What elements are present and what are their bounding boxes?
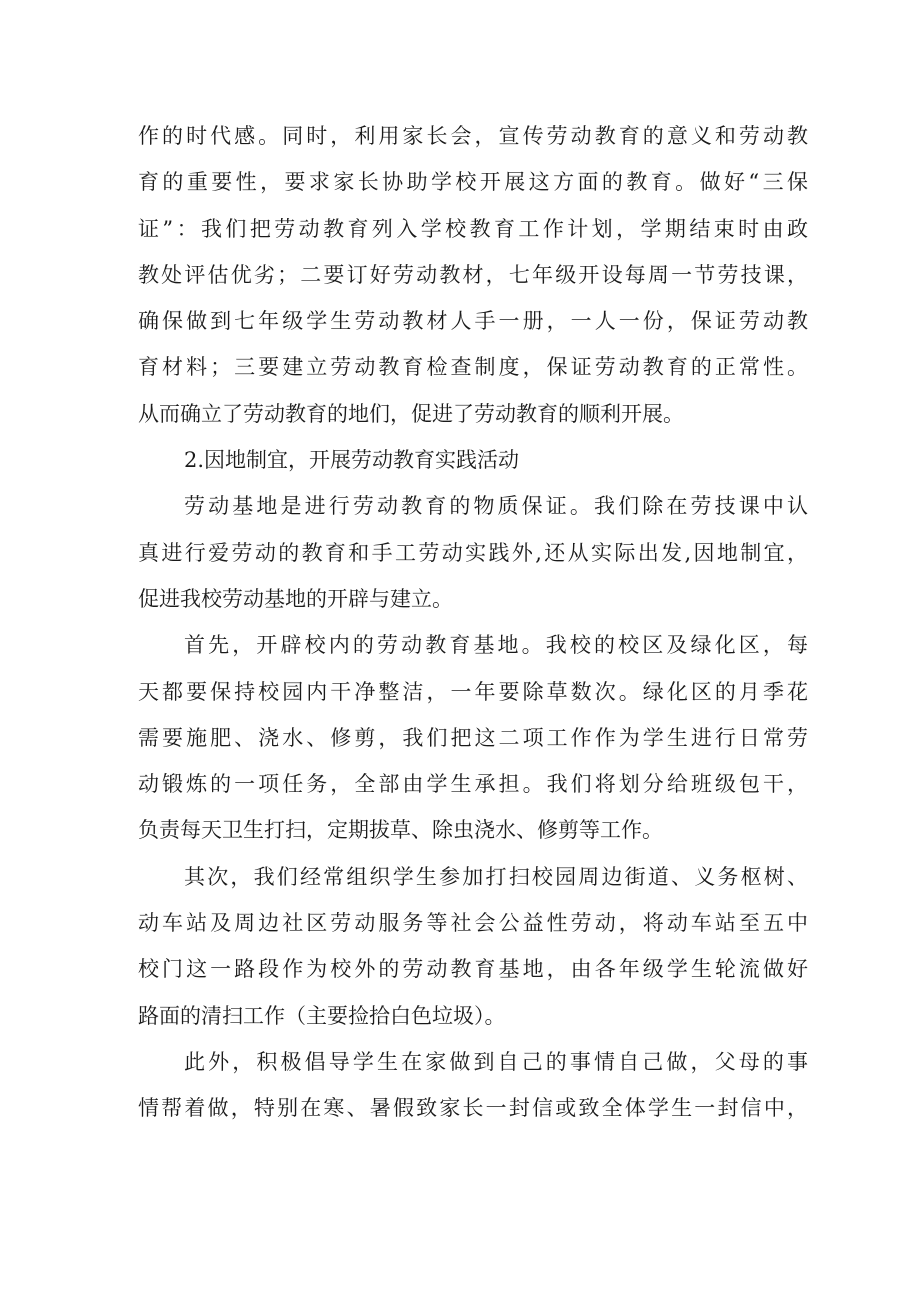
text-line: 教处评估优劣；二要订好劳动教材，七年级开设每周一节劳技课， [138, 262, 808, 287]
text-line: 从而确立了劳动教育的地们，促进了劳动教育的顺利开展。 [138, 401, 684, 426]
text-line: 劳动基地是进行劳动教育的物质保证。我们除在劳技课中认 [184, 494, 808, 519]
text-line: 动锻炼的一项任务，全部由学生承担。我们将划分给班级包干， [138, 772, 808, 797]
text-line: 此外，积极倡导学生在家做到自己的事情自己做，父母的事 [184, 1049, 808, 1074]
text-line: 校门这一路段作为校外的劳动教育基地，由各年级学生轮流做好 [138, 957, 808, 982]
text-line: 证”：我们把劳动教育列入学校教育工作计划，学期结束时由政 [138, 216, 808, 241]
text-line: 真进行爱劳动的教育和手工劳动实践外,还从实际出发,因地制宜， [138, 540, 808, 565]
text-line: 其次，我们经常组织学生参加打扫校园周边街道、义务枢树、 [184, 864, 808, 889]
text-line: 促进我校劳动基地的开辟与建立。 [138, 586, 453, 611]
text-line: 情帮着做，特别在寒、暑假致家长一封信或致全体学生一封信中， [138, 1096, 808, 1121]
text-line: 需要施肥、浇水、修剪，我们把这二项工作作为学生进行日常劳 [138, 725, 808, 750]
text-line: 作的时代感。同时，利用家长会，宣传劳动教育的意义和劳动教 [138, 124, 808, 148]
section-heading: 2.因地制宜，开展劳动教育实践活动 [184, 448, 520, 473]
text-line: 负责每天卫生打扫，定期拔草、除虫浇水、修剪等工作。 [138, 818, 663, 843]
text-line: 天都要保持校园内干净整洁，一年要除草数次。绿化区的月季花 [138, 679, 808, 704]
text-line: 动车站及周边社区劳动服务等社会公益性劳动，将动车站至五中 [138, 911, 808, 936]
text-line: 路面的清扫工作（主要捡拾白色垃圾）。 [138, 1003, 506, 1028]
text-line: 育的重要性，要求家长协助学校开展这方面的教育。做好“三保 [138, 170, 808, 195]
document-body [138, 113, 808, 1132]
text-line: 首先，开辟校内的劳动教育基地。我校的校区及绿化区，每 [184, 633, 808, 658]
text-line: 确保做到七年级学生劳动教材人手一册，一人一份，保证劳动教 [138, 309, 808, 334]
text-line: 育材料；三要建立劳动教育检查制度，保证劳动教育的正常性。 [138, 355, 808, 380]
